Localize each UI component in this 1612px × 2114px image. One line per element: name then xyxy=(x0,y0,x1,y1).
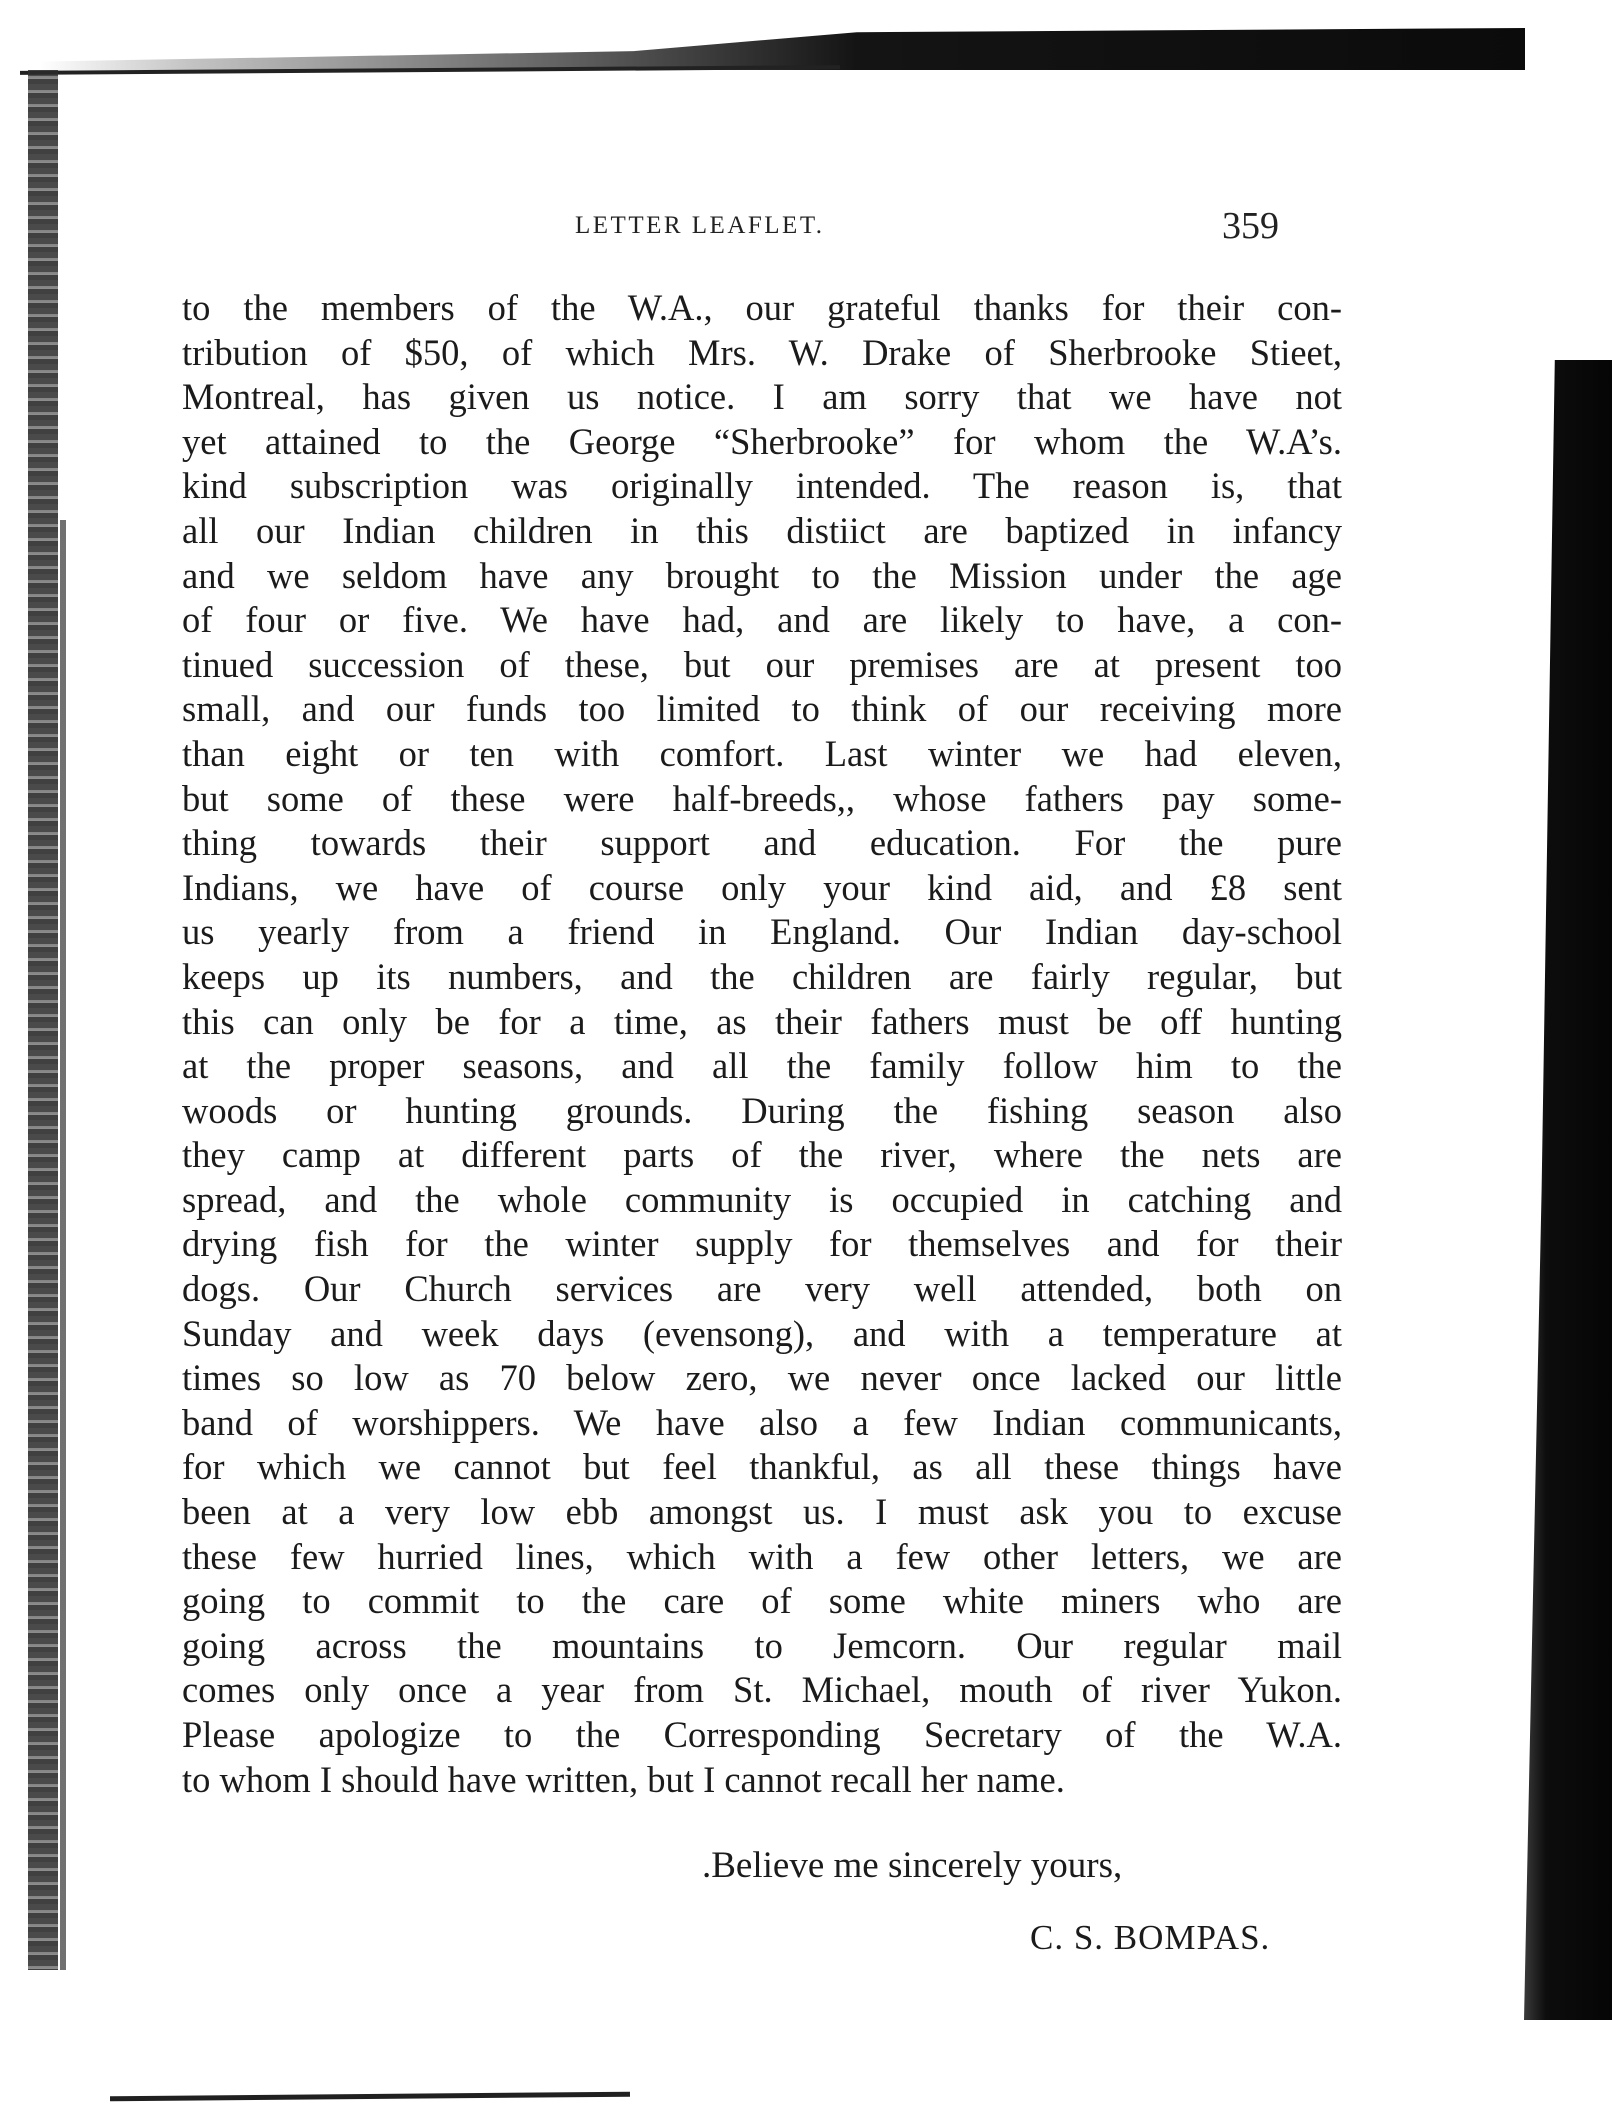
text-line: all our Indian children in this distiict are baptized in infancy xyxy=(182,509,1342,551)
text-line: drying fish for the winter supply for themselves and for their xyxy=(182,1223,1342,1265)
signature-surname: OMPAS. xyxy=(1138,1918,1271,1957)
text-line: been at a very low ebb amongst us. I must ask you to excuse xyxy=(182,1491,1342,1533)
text-line: times so low as 70 below zero, we never once lacked our little xyxy=(182,1357,1342,1399)
text-line: Sunday and week days (evensong), and with a temperature at xyxy=(182,1312,1342,1354)
scan-edge-bottom-line xyxy=(110,2092,630,2102)
text-line: us yearly from a friend in England. Our Indian day-school xyxy=(182,911,1342,953)
text-line: they camp at different parts of the river, where the nets are xyxy=(182,1134,1342,1176)
text-line: Please apologize to the Corresponding Secretary of the W.A. xyxy=(182,1714,1342,1755)
text-line: at the proper seasons, and all the family follow him to the xyxy=(182,1045,1342,1087)
signature xyxy=(1030,1918,1270,1958)
letter-body xyxy=(182,286,1342,1802)
text-line: but some of these were half-breeds,, whose fathers pay some- xyxy=(182,777,1342,819)
text-line: going to commit to the care of some white miners who are xyxy=(182,1580,1342,1622)
text-line: tinued succession of these, but our premises are at present too xyxy=(182,643,1342,685)
signature-initials: C. S. B xyxy=(1030,1918,1139,1957)
closing-line: .Believe me sincerely yours, xyxy=(702,1845,1123,1886)
text-line: spread, and the whole community is occupied in catching and xyxy=(182,1178,1342,1220)
scan-edge-top xyxy=(40,28,1525,70)
text-line: yet attained to the George “Sherbrooke” for whom the W.A’s. xyxy=(182,420,1342,462)
text-line: Indians, we have of course only your kind aid, and £8 sent xyxy=(182,866,1342,908)
text-line: and we seldom have any brought to the Mission under the age xyxy=(182,554,1342,596)
text-line: dogs. Our Church services are very well attended, both on xyxy=(182,1268,1342,1310)
text-line: going across the mountains to Jemcorn. Our regular mail xyxy=(182,1624,1342,1666)
scan-edge-left-spine xyxy=(28,70,58,1970)
text-line: this can only be for a time, as their fathers must be off hunting xyxy=(182,1000,1342,1042)
text-line: band of worshippers. We have also a few Indian communicants, xyxy=(182,1401,1342,1443)
text-line: than eight or ten with comfort. Last winter we had eleven, xyxy=(182,732,1342,774)
scan-edge-right xyxy=(1524,360,1612,2020)
text-line: thing towards their support and education. For the pure xyxy=(182,822,1342,864)
page-number: 359 xyxy=(1222,205,1279,247)
running-head: LETTER LEAFLET. xyxy=(575,212,825,239)
text-line: kind subscription was originally intended. The reason is, that xyxy=(182,465,1342,507)
text-line: woods or hunting grounds. During the fishing season also xyxy=(182,1089,1342,1131)
text-line: small, and our funds too limited to think of our receiving more xyxy=(182,688,1342,730)
scan-edge-left-line xyxy=(60,520,66,1970)
text-line: to whom I should have written, but I cannot recall her name. xyxy=(182,1758,1065,1800)
text-line: of four or five. We have had, and are likely to have, a con- xyxy=(182,599,1342,641)
text-line: for which we cannot but feel thankful, as all these things have xyxy=(182,1446,1342,1488)
text-line: to the members of the W.A., our grateful thanks for their con- xyxy=(182,287,1342,328)
text-line: tribution of $50, of which Mrs. W. Drake of Sherbrooke Stieet, xyxy=(182,331,1342,373)
text-line: comes only once a year from St. Michael, mouth of river Yukon. xyxy=(182,1669,1342,1711)
text-line: these few hurried lines, which with a few other letters, we are xyxy=(182,1535,1342,1577)
text-line: keeps up its numbers, and the children are fairly regular, but xyxy=(182,955,1342,997)
text-line: Montreal, has given us notice. I am sorry that we have not xyxy=(182,376,1342,418)
